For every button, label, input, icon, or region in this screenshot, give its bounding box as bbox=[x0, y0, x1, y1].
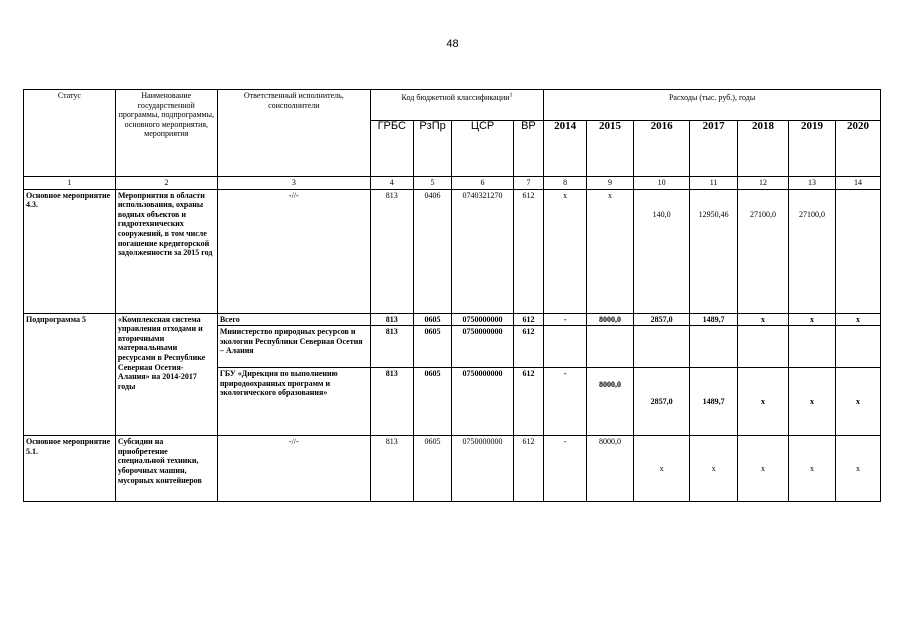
table-row bbox=[24, 313, 881, 326]
column-number: 7 bbox=[513, 177, 544, 190]
empty-cell bbox=[690, 326, 738, 368]
cell-csr: 0750000000 bbox=[452, 368, 513, 436]
cell-2016: 2857,0 bbox=[634, 368, 690, 436]
cell-grbs: 813 bbox=[370, 368, 413, 436]
empty-cell bbox=[835, 326, 880, 368]
cell-2015: 8000,0 bbox=[587, 436, 634, 502]
header-rzpr: РзПр bbox=[413, 121, 452, 177]
column-number: 5 bbox=[413, 177, 452, 190]
row-name: «Комплексная система управления отходами и вторичными материальными ресурсами в Республике Северная Осетия-Алания» на 2014-2017 годы bbox=[115, 313, 217, 436]
cell-2017: х bbox=[690, 436, 738, 502]
cell-2014: х bbox=[544, 189, 587, 313]
row-executor: ГБУ «Дирекция по выполнению природоохранных программ и экологического образования» bbox=[217, 368, 370, 436]
empty-cell bbox=[789, 326, 836, 368]
cell-grbs: 813 bbox=[370, 326, 413, 368]
cell-2019: х bbox=[789, 436, 836, 502]
cell-vr: 612 bbox=[513, 326, 544, 368]
cell-2015: 8000,0 bbox=[587, 313, 634, 326]
cell-2020: х bbox=[835, 436, 880, 502]
cell-2016: х bbox=[634, 436, 690, 502]
column-number: 13 bbox=[789, 177, 836, 190]
header-expenses: Расходы (тыс. руб.), годы bbox=[544, 90, 881, 121]
row-name: Мероприятия в области использования, охраны водных объектов и гидротехнических сооружений, в том числе погашение кредиторской задолженности за 2015 год bbox=[115, 189, 217, 313]
cell-csr: 0750000000 bbox=[452, 326, 513, 368]
column-number-row bbox=[24, 177, 881, 190]
header-year-2017: 2017 bbox=[690, 121, 738, 177]
row-status: Основное мероприятие 4.3. bbox=[24, 189, 116, 313]
cell-grbs: 813 bbox=[370, 436, 413, 502]
row-executor: Всего bbox=[217, 313, 370, 326]
column-number: 2 bbox=[115, 177, 217, 190]
table-row bbox=[24, 189, 881, 313]
cell-2014: - bbox=[544, 368, 587, 436]
cell-2016: 140,0 bbox=[634, 189, 690, 313]
header-budget-code-footnote: 1 bbox=[509, 92, 513, 99]
row-status: Подпрограмма 5 bbox=[24, 313, 116, 436]
cell-2019: 27100,0 bbox=[789, 189, 836, 313]
header-budget-code bbox=[370, 90, 543, 121]
row-executor: -//- bbox=[217, 436, 370, 502]
empty-cell bbox=[544, 326, 587, 368]
header-grbs: ГРБС bbox=[370, 121, 413, 177]
header-row-top bbox=[24, 90, 881, 121]
cell-rzpr: 0605 bbox=[413, 368, 452, 436]
header-year-2016: 2016 bbox=[634, 121, 690, 177]
cell-2017: 1489,7 bbox=[690, 313, 738, 326]
cell-2019: х bbox=[789, 313, 836, 326]
header-executor: Ответственный исполнитель, соисполнители bbox=[217, 90, 370, 177]
header-year-2020: 2020 bbox=[835, 121, 880, 177]
cell-2014: - bbox=[544, 313, 587, 326]
empty-cell bbox=[634, 326, 690, 368]
table-row bbox=[24, 436, 881, 502]
cell-csr: 0750000000 bbox=[452, 313, 513, 326]
column-number: 4 bbox=[370, 177, 413, 190]
cell-vr: 612 bbox=[513, 189, 544, 313]
cell-2018: х bbox=[738, 436, 789, 502]
cell-grbs: 813 bbox=[370, 313, 413, 326]
header-csr: ЦСР bbox=[452, 121, 513, 177]
cell-2015: х bbox=[587, 189, 634, 313]
cell-2017: 1489,7 bbox=[690, 368, 738, 436]
cell-2020 bbox=[835, 189, 880, 313]
cell-2018: 27100,0 bbox=[738, 189, 789, 313]
cell-grbs: 813 bbox=[370, 189, 413, 313]
header-vr: ВР bbox=[513, 121, 544, 177]
column-number: 14 bbox=[835, 177, 880, 190]
row-status: Основное мероприятие 5.1. bbox=[24, 436, 116, 502]
cell-2019: х bbox=[789, 368, 836, 436]
cell-2016: 2857,0 bbox=[634, 313, 690, 326]
column-number: 8 bbox=[544, 177, 587, 190]
budget-table bbox=[23, 89, 881, 502]
header-budget-code-text: Код бюджетной классификации bbox=[401, 93, 510, 102]
cell-csr: 0750000000 bbox=[452, 436, 513, 502]
cell-2018: х bbox=[738, 368, 789, 436]
column-number: 3 bbox=[217, 177, 370, 190]
cell-vr: 612 bbox=[513, 368, 544, 436]
cell-rzpr: 0605 bbox=[413, 326, 452, 368]
header-year-2014: 2014 bbox=[544, 121, 587, 177]
cell-2014: - bbox=[544, 436, 587, 502]
column-number: 9 bbox=[587, 177, 634, 190]
column-number: 11 bbox=[690, 177, 738, 190]
row-executor: -//- bbox=[217, 189, 370, 313]
column-number: 1 bbox=[24, 177, 116, 190]
header-name: Наименование государственной программы, подпрограммы, основного мероприятия, мероприятия bbox=[115, 90, 217, 177]
row-name: Субсидии на приобретение специальной техники, уборочных машин, мусорных контейнеров bbox=[115, 436, 217, 502]
row-executor: Министерство природных ресурсов и экологии Республики Северная Осетия – Алания bbox=[217, 326, 370, 368]
cell-2015: 8000,0 bbox=[587, 368, 634, 436]
page-number: 48 bbox=[446, 38, 459, 50]
empty-cell bbox=[587, 326, 634, 368]
header-year-2015: 2015 bbox=[587, 121, 634, 177]
column-number: 12 bbox=[738, 177, 789, 190]
cell-vr: 612 bbox=[513, 436, 544, 502]
cell-2020: х bbox=[835, 313, 880, 326]
header-year-2019: 2019 bbox=[789, 121, 836, 177]
cell-2020: х bbox=[835, 368, 880, 436]
cell-2018: х bbox=[738, 313, 789, 326]
cell-rzpr: 0605 bbox=[413, 313, 452, 326]
header-status: Статус bbox=[24, 90, 116, 177]
column-number: 10 bbox=[634, 177, 690, 190]
cell-rzpr: 0406 bbox=[413, 189, 452, 313]
column-number: 6 bbox=[452, 177, 513, 190]
cell-csr: 0740321270 bbox=[452, 189, 513, 313]
cell-rzpr: 0605 bbox=[413, 436, 452, 502]
cell-2017: 12950,46 bbox=[690, 189, 738, 313]
cell-vr: 612 bbox=[513, 313, 544, 326]
empty-cell bbox=[738, 326, 789, 368]
header-year-2018: 2018 bbox=[738, 121, 789, 177]
